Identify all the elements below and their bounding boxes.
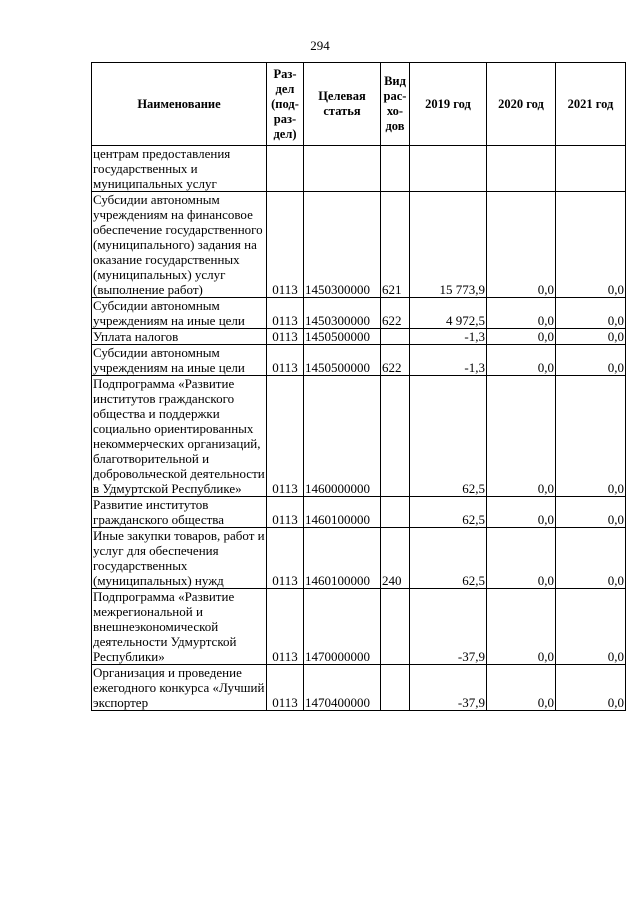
cell-kind: 621 bbox=[381, 192, 410, 298]
cell-section: 0113 bbox=[267, 329, 304, 345]
cell-2021: 0,0 bbox=[556, 329, 626, 345]
cell-2019: 15 773,9 bbox=[410, 192, 487, 298]
cell-2019 bbox=[410, 146, 487, 192]
cell-section: 0113 bbox=[267, 192, 304, 298]
cell-2020: 0,0 bbox=[487, 298, 556, 329]
cell-target: 1460100000 bbox=[304, 528, 381, 589]
table-row bbox=[92, 528, 626, 589]
cell-kind bbox=[381, 497, 410, 528]
cell-target: 1460000000 bbox=[304, 376, 381, 497]
cell-2021: 0,0 bbox=[556, 376, 626, 497]
table-row bbox=[92, 376, 626, 497]
cell-2020: 0,0 bbox=[487, 192, 556, 298]
table-row bbox=[92, 589, 626, 665]
cell-2020: 0,0 bbox=[487, 497, 556, 528]
cell-name: Иные закупки товаров, работ и услуг для обеспечения государственных (муниципальных) нужд bbox=[93, 528, 265, 588]
cell-kind bbox=[381, 146, 410, 192]
cell-section: 0113 bbox=[267, 589, 304, 665]
header-2020: 2020 год bbox=[487, 63, 556, 146]
cell-2019: 62,5 bbox=[410, 376, 487, 497]
cell-name: Субсидии автономным учреждениям на иные цели bbox=[92, 298, 267, 329]
budget-table bbox=[91, 62, 626, 711]
header-target: Целевая статья bbox=[304, 63, 381, 146]
cell-kind: 622 bbox=[381, 345, 410, 376]
cell-section: 0113 bbox=[267, 497, 304, 528]
header-2019: 2019 год bbox=[410, 63, 487, 146]
cell-2019: -1,3 bbox=[410, 329, 487, 345]
cell-kind bbox=[381, 376, 410, 497]
header-kind: Вид рас- хо- дов bbox=[381, 63, 410, 146]
cell-name: Организация и проведение ежегодного конкурса «Лучший экспортер bbox=[92, 665, 267, 711]
cell-target: 1450300000 bbox=[304, 192, 381, 298]
cell-2021: 0,0 bbox=[556, 497, 626, 528]
cell-target bbox=[304, 146, 381, 192]
cell-2021: 0,0 bbox=[556, 665, 626, 711]
cell-name: Уплата налогов bbox=[92, 329, 267, 345]
cell-kind: 622 bbox=[381, 298, 410, 329]
table-row bbox=[92, 298, 626, 329]
cell-2021: 0,0 bbox=[556, 298, 626, 329]
cell-2019: 62,5 bbox=[410, 497, 487, 528]
cell-2019: -1,3 bbox=[410, 345, 487, 376]
table-row bbox=[92, 146, 626, 192]
cell-2021: 0,0 bbox=[556, 589, 626, 665]
cell-2020: 0,0 bbox=[487, 665, 556, 711]
cell-target: 1470000000 bbox=[304, 589, 381, 665]
cell-2021: 0,0 bbox=[556, 192, 626, 298]
table-header bbox=[92, 63, 626, 146]
cell-section bbox=[267, 146, 304, 192]
cell-name: центрам предоставления государственных и муниципальных услуг bbox=[92, 146, 267, 192]
cell-section: 0113 bbox=[267, 345, 304, 376]
cell-kind bbox=[381, 329, 410, 345]
cell-2020: 0,0 bbox=[487, 589, 556, 665]
cell-name: Подпрограмма «Развитие институтов гражданского общества и поддержки социально ориентированных некоммерческих организаций, благотворительной и добровольческой деятельности в Удмуртской Республике» bbox=[93, 376, 265, 496]
cell-name: Развитие институтов гражданского общества bbox=[92, 497, 267, 528]
cell-2021 bbox=[556, 146, 626, 192]
cell-kind: 240 bbox=[381, 528, 410, 589]
cell-2021: 0,0 bbox=[556, 528, 626, 589]
cell-section: 0113 bbox=[267, 528, 304, 589]
table-row bbox=[92, 497, 626, 528]
cell-target: 1470400000 bbox=[304, 665, 381, 711]
header-2021: 2021 год bbox=[556, 63, 626, 146]
cell-2019: -37,9 bbox=[410, 589, 487, 665]
table-row bbox=[92, 665, 626, 711]
cell-section: 0113 bbox=[267, 376, 304, 497]
cell-name: Субсидии автономным учреждениям на финансовое обеспечение государственного (муниципального) задания на оказание государственных (муниципальных) услуг (выполнение работ) bbox=[92, 192, 267, 298]
cell-name: Подпрограмма «Развитие межрегиональной и внешнеэкономической деятельности Удмуртской Республики» bbox=[92, 589, 267, 665]
cell-2019: -37,9 bbox=[410, 665, 487, 711]
cell-2020: 0,0 bbox=[487, 345, 556, 376]
page-number: 294 bbox=[310, 38, 330, 53]
table-body bbox=[92, 146, 626, 711]
cell-2020: 0,0 bbox=[487, 376, 556, 497]
cell-kind bbox=[381, 665, 410, 711]
cell-2019: 62,5 bbox=[410, 528, 487, 589]
header-name: Наименование bbox=[92, 63, 267, 146]
cell-section: 0113 bbox=[267, 665, 304, 711]
cell-target: 1450500000 bbox=[304, 345, 381, 376]
cell-name: Субсидии автономным учреждениям на иные цели bbox=[92, 345, 267, 376]
header-section: Раз- дел (под- раз- дел) bbox=[267, 63, 304, 146]
cell-2021: 0,0 bbox=[556, 345, 626, 376]
cell-section: 0113 bbox=[267, 298, 304, 329]
table-row bbox=[92, 329, 626, 345]
cell-target: 1450500000 bbox=[304, 329, 381, 345]
table-row bbox=[92, 192, 626, 298]
cell-2020 bbox=[487, 146, 556, 192]
table-row bbox=[92, 345, 626, 376]
cell-target: 1450300000 bbox=[304, 298, 381, 329]
cell-kind bbox=[381, 589, 410, 665]
cell-2020: 0,0 bbox=[487, 528, 556, 589]
cell-2020: 0,0 bbox=[487, 329, 556, 345]
cell-2019: 4 972,5 bbox=[410, 298, 487, 329]
cell-target: 1460100000 bbox=[304, 497, 381, 528]
